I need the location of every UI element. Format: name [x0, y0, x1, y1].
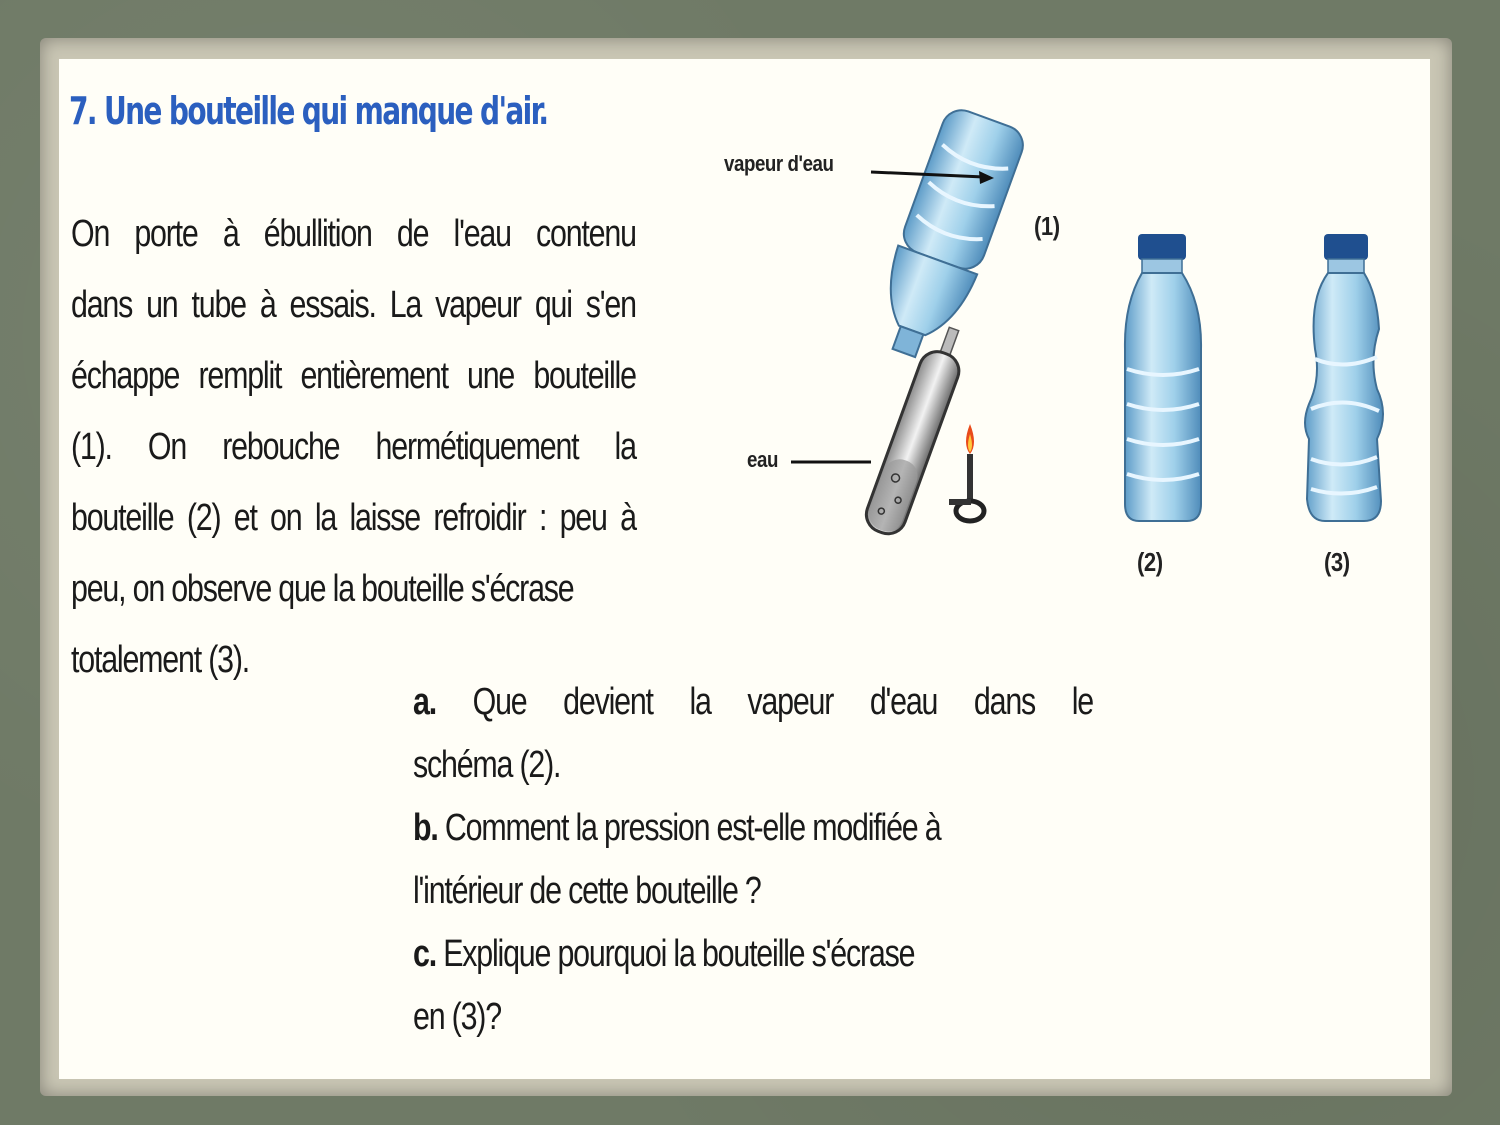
question-b [413, 797, 957, 860]
question-text: Comment la pression est-elle modifiée à [444, 807, 941, 849]
question-c [413, 923, 957, 986]
paragraph-line: (1). On rebouche hermétiquement la [71, 426, 636, 468]
paragraph-line: échappe remplit entièrement une bouteille [71, 355, 636, 397]
label-vapeur: vapeur d'eau [724, 151, 834, 176]
question-a [413, 671, 1093, 734]
paragraph-line: totalement (3). [71, 639, 249, 681]
label-bottle-2: (2) [1137, 547, 1163, 577]
question-text: Que devient la vapeur d'eau dans le [472, 681, 1093, 723]
question-a-cont: schéma (2). [413, 744, 561, 786]
label-eau: eau [747, 447, 778, 472]
label-bottle-3: (3) [1324, 547, 1350, 577]
worksheet-page [59, 59, 1430, 1079]
paragraph-line: dans un tube à essais. La vapeur qui s'en [71, 284, 636, 326]
question-b-cont: l'intérieur de cette bouteille ? [413, 870, 761, 912]
bottle-1 [864, 105, 1028, 368]
question-c-cont: en (3)? [413, 996, 501, 1038]
question-text: Explique pourquoi la bouteille s'écrase [443, 933, 915, 975]
question-letter: c. [413, 933, 436, 975]
exercise-title: 7. Une bouteille qui manque d'air. [69, 89, 548, 133]
question-letter: a. [413, 681, 436, 723]
bottle-2 [1125, 234, 1201, 521]
questions-block [413, 671, 1093, 1049]
label-bottle-1: (1) [1034, 211, 1060, 241]
burner [949, 424, 984, 521]
paragraph-line: On porte à ébullition de l'eau contenu [71, 213, 636, 255]
question-letter: b. [413, 807, 438, 849]
paragraph-line: bouteille (2) et on la laisse refroidir : peu à [71, 497, 636, 539]
paragraph-line: peu, on observe que la bouteille s'écrase [71, 568, 574, 610]
bottle-3 [1305, 234, 1383, 521]
